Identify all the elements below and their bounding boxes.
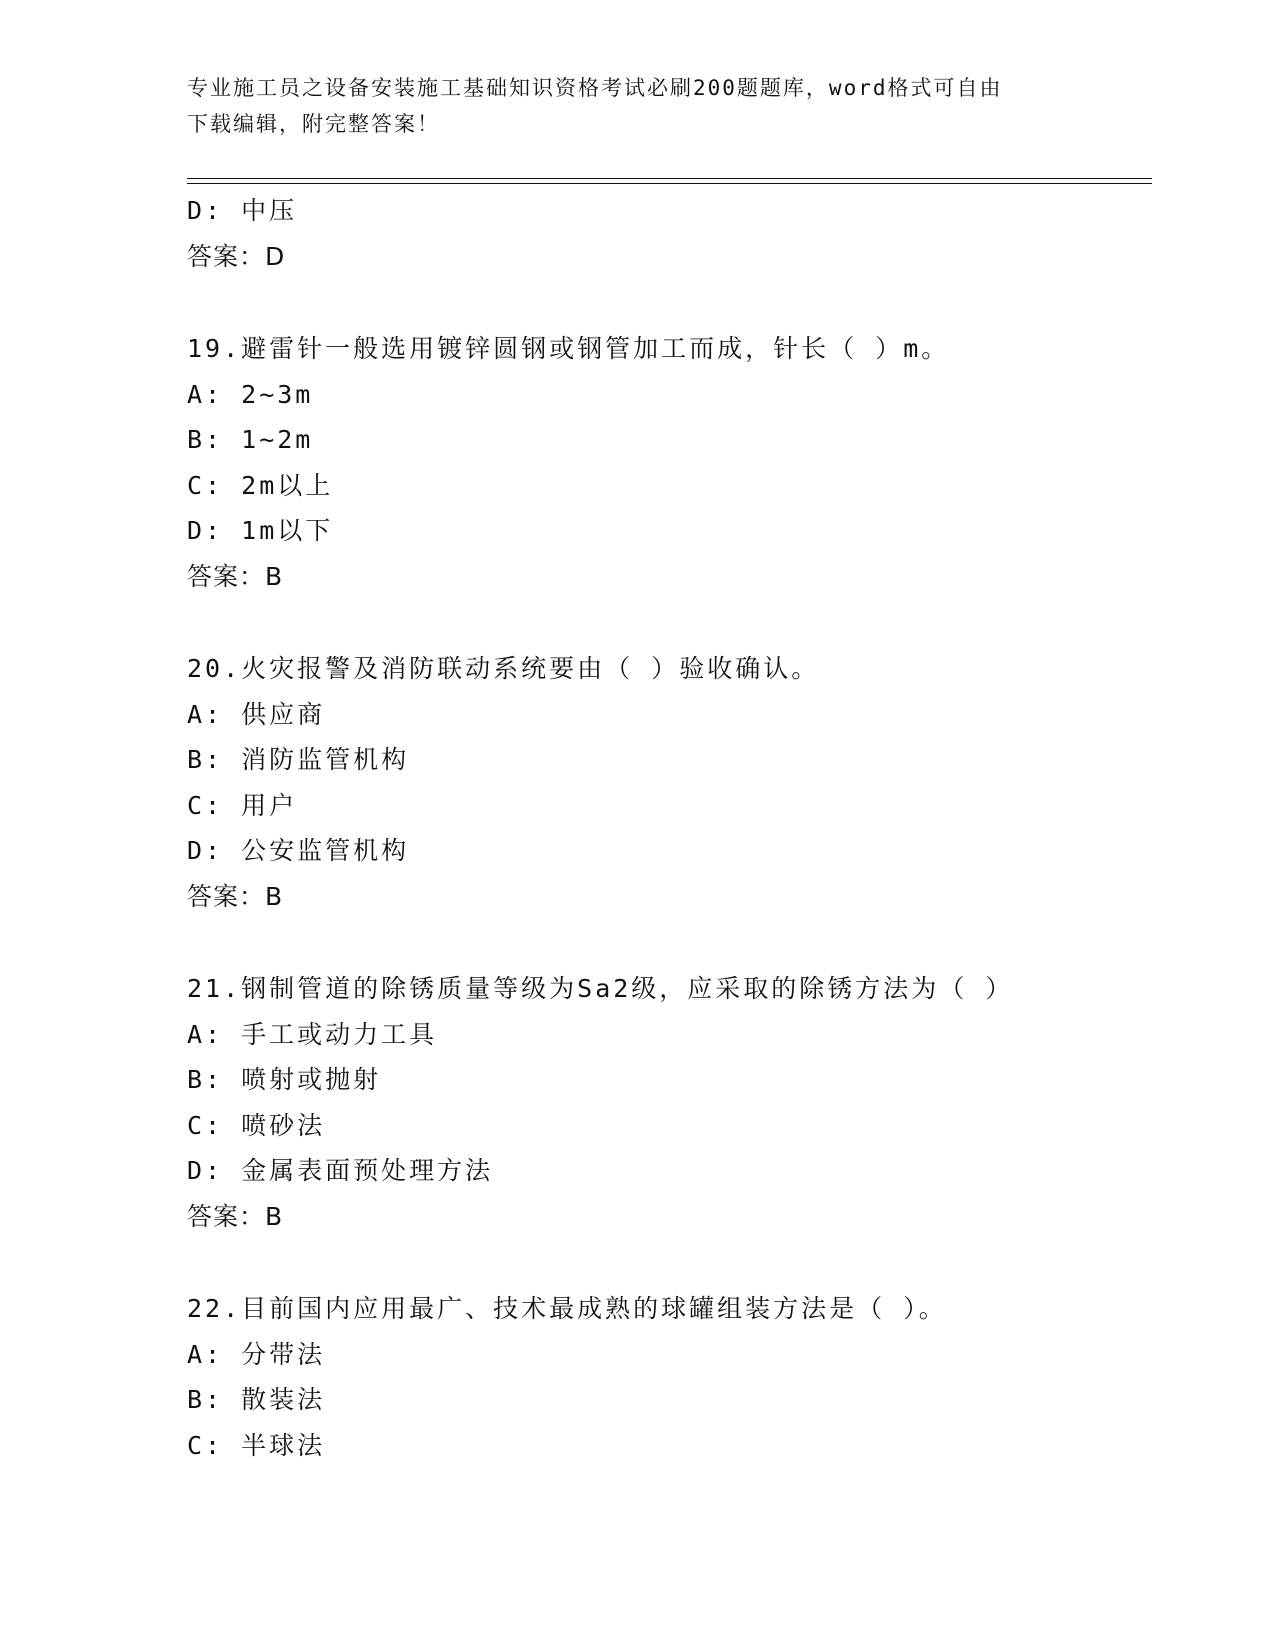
option-b: B: 1~2m (187, 425, 314, 454)
option-b: B: 散装法 (187, 1385, 326, 1414)
answer-line: 答案：D (187, 241, 286, 271)
option-d: D: 1m以下 (187, 516, 334, 545)
option-c: C: 2m以上 (187, 470, 334, 500)
question-20 (187, 646, 1152, 919)
option-a: A: 2~3m (187, 379, 314, 409)
question-list (187, 188, 1152, 1468)
question-text: 19.避雷针一般选用镀锌圆钢或钢管加工而成，针长（ ）m。 (187, 334, 950, 363)
option-a: A: 分带法 (187, 1339, 326, 1369)
header-divider-top (187, 178, 1152, 179)
option-d: D: 公安监管机构 (187, 836, 410, 865)
question-text: 22.目前国内应用最广、技术最成熟的球罐组装方法是（ ）。 (187, 1294, 947, 1323)
previous-question-tail (187, 188, 1152, 279)
answer-line: 答案：B (187, 1201, 284, 1231)
answer-line: 答案：B (187, 561, 284, 591)
option-a: A: 供应商 (187, 699, 326, 729)
document-header (187, 70, 1087, 142)
header-line-1: 专业施工员之设备安装施工基础知识资格考试必刷200题题库，word格式可自由 (187, 76, 1003, 100)
question-text: 20.火灾报警及消防联动系统要由（ ）验收确认。 (187, 654, 820, 683)
option-c: C: 半球法 (187, 1430, 326, 1460)
question-21 (187, 966, 1152, 1239)
option-c: C: 用户 (187, 790, 298, 820)
header-line-2: 下载编辑，附完整答案！ (187, 112, 440, 136)
question-19 (187, 326, 1152, 599)
header-divider-bottom (187, 183, 1152, 184)
answer-line: 答案：B (187, 881, 284, 911)
option-d: D: 中压 (187, 196, 298, 225)
option-b: B: 喷射或抛射 (187, 1065, 382, 1094)
option-b: B: 消防监管机构 (187, 745, 410, 774)
option-a: A: 手工或动力工具 (187, 1019, 438, 1049)
question-text: 21.钢制管道的除锈质量等级为Sa2级，应采取的除锈方法为（ ） (187, 974, 1014, 1003)
option-d: D: 金属表面预处理方法 (187, 1156, 494, 1185)
option-c: C: 喷砂法 (187, 1110, 326, 1140)
question-22 (187, 1286, 1152, 1468)
